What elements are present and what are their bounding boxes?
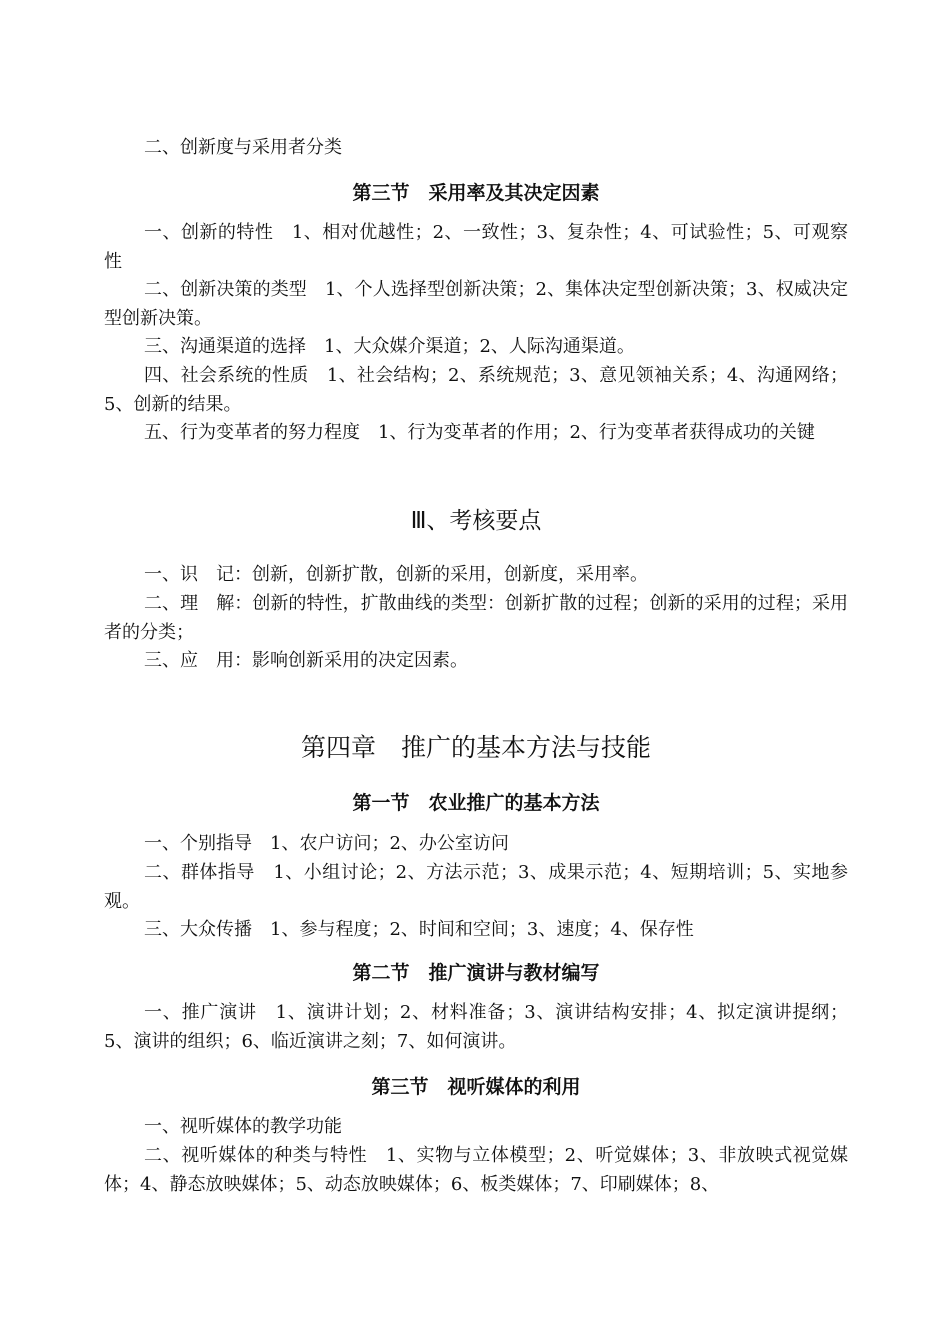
paragraph: 一、识 记：创新，创新扩散，创新的采用，创新度，采用率。: [144, 564, 648, 585]
paragraph: 一、视听媒体的教学功能: [144, 1116, 342, 1137]
paragraph: 四、社会系统的性质 1、社会结构；2、系统规范；3、意见领袖关系；4、沟通网络；5、创新的结果。: [104, 365, 848, 415]
paragraph: 三、沟通渠道的选择 1、大众媒介渠道；2、人际沟通渠道。: [144, 336, 635, 357]
assessment-heading: Ⅲ、考核要点: [410, 508, 542, 534]
paragraph: 二、创新度与采用者分类: [144, 137, 342, 158]
paragraph: 二、理 解：创新的特性，扩散曲线的类型：创新扩散的过程；创新的采用的过程；采用者的分类；: [104, 593, 848, 643]
paragraph: 二、视听媒体的种类与特性 1、实物与立体模型；2、听觉媒体；3、非放映式视觉媒体；4、静态放映媒体；5、动态放映媒体；6、板类媒体；7、印刷媒体；8、: [104, 1145, 848, 1195]
paragraph: 一、推广演讲 1、演讲计划；2、材料准备；3、演讲结构安排；4、拟定演讲提纲；5、演讲的组织；6、临近演讲之刻；7、如何演讲。: [104, 1002, 848, 1052]
paragraph: 二、创新决策的类型 1、个人选择型创新决策；2、集体决定型创新决策；3、权威决定型创新决策。: [104, 279, 848, 329]
section-heading: 第三节 视听媒体的利用: [371, 1076, 581, 1098]
paragraph: 一、个别指导 1、农户访问；2、办公室访问: [144, 833, 509, 854]
paragraph: 三、大众传播 1、参与程度；2、时间和空间；3、速度；4、保存性: [144, 919, 694, 940]
section-heading: 第二节 推广演讲与教材编写: [352, 962, 600, 984]
section-heading: 第一节 农业推广的基本方法: [352, 792, 600, 814]
paragraph: 二、群体指导 1、小组讨论；2、方法示范；3、成果示范；4、短期培训；5、实地参观。: [104, 862, 848, 912]
section-heading: 第三节 采用率及其决定因素: [352, 182, 600, 204]
paragraph: 三、应 用：影响创新采用的决定因素。: [144, 650, 468, 671]
chapter-heading: 第四章 推广的基本方法与技能: [300, 733, 651, 762]
paragraph: 五、行为变革者的努力程度 1、行为变革者的作用；2、行为变革者获得成功的关键: [144, 422, 815, 443]
paragraph: 一、创新的特性 1、相对优越性；2、一致性；3、复杂性；4、可试验性；5、可观察性: [104, 222, 848, 272]
